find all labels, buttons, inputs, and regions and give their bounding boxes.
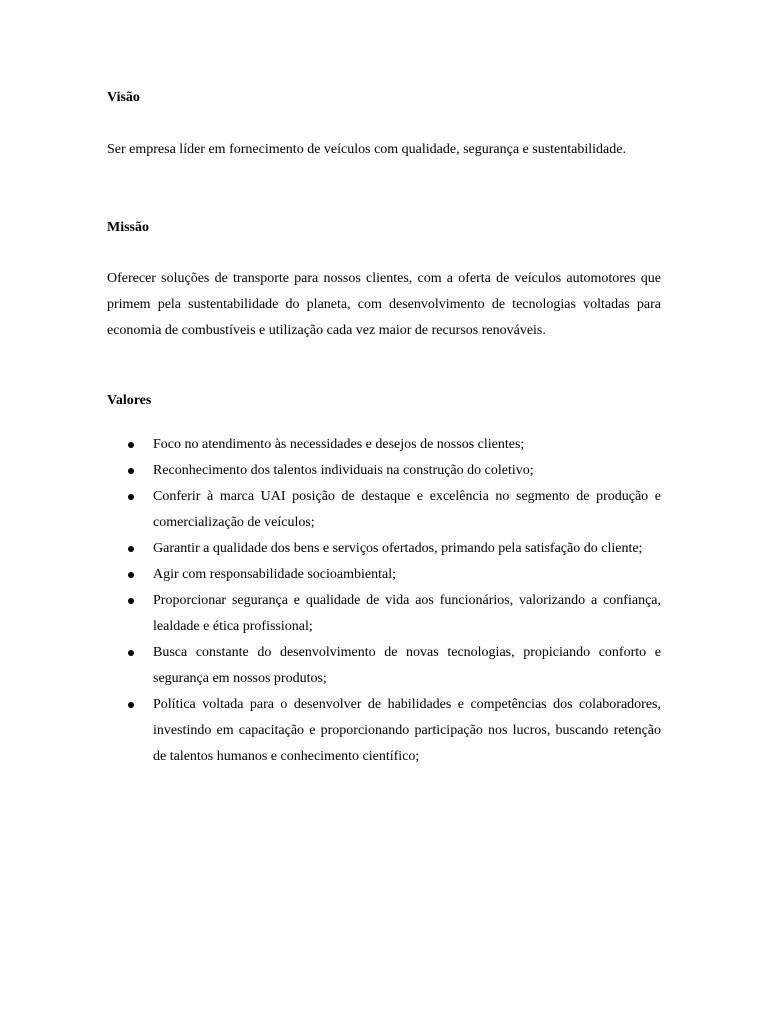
list-item-text: Garantir a qualidade dos bens e serviços ofertados, primando pela satisfação do cliente;	[153, 541, 643, 556]
bullet-icon	[128, 442, 134, 448]
list-item	[107, 536, 661, 562]
list-item	[107, 588, 661, 640]
bullet-icon	[128, 572, 134, 578]
valores-heading: Valores	[107, 393, 152, 408]
bullet-icon	[128, 546, 134, 552]
bullet-icon	[128, 468, 134, 474]
list-item-text: Agir com responsabilidade socioambiental;	[153, 567, 396, 582]
list-item	[107, 562, 661, 588]
list-item	[107, 432, 661, 458]
list-item-text: Busca constante do desenvolvimento de novas tecnologias, propiciando conforto e segurança em nossos produtos;	[153, 645, 661, 686]
list-item-text: Conferir à marca UAI posição de destaque e excelência no segmento de produção e comercialização de veículos;	[153, 489, 661, 530]
bullet-icon	[128, 598, 134, 604]
list-item	[107, 484, 661, 536]
list-item	[107, 640, 661, 692]
visao-text: Ser empresa líder em fornecimento de veículos com qualidade, segurança e sustentabilidade.	[107, 142, 626, 157]
list-item	[107, 692, 661, 770]
valores-list	[107, 432, 661, 770]
bullet-icon	[128, 650, 134, 656]
list-item-text: Proporcionar segurança e qualidade de vida aos funcionários, valorizando a confiança, lealdade e ética profissional;	[153, 593, 661, 634]
bullet-icon	[128, 702, 134, 708]
list-item	[107, 458, 661, 484]
bullet-icon	[128, 494, 134, 500]
list-item-text: Reconhecimento dos talentos individuais na construção do coletivo;	[153, 463, 534, 478]
list-item-text: Foco no atendimento às necessidades e desejos de nossos clientes;	[153, 437, 525, 452]
visao-heading: Visão	[107, 90, 140, 105]
list-item-text: Política voltada para o desenvolver de habilidades e competências dos colaboradores, investindo em capacitação e proporcionando participação nos lucros, buscando retenção de talentos humanos e conhecimento científico;	[153, 697, 661, 764]
missao-heading: Missão	[107, 220, 149, 235]
missao-text: Oferecer soluções de transporte para nossos clientes, com a oferta de veículos automotores que primem pela sustentabilidade do planeta, com desenvolvimento de tecnologias voltadas para economia de combustíveis e utilização cada vez maior de recursos renováveis.	[107, 271, 661, 338]
